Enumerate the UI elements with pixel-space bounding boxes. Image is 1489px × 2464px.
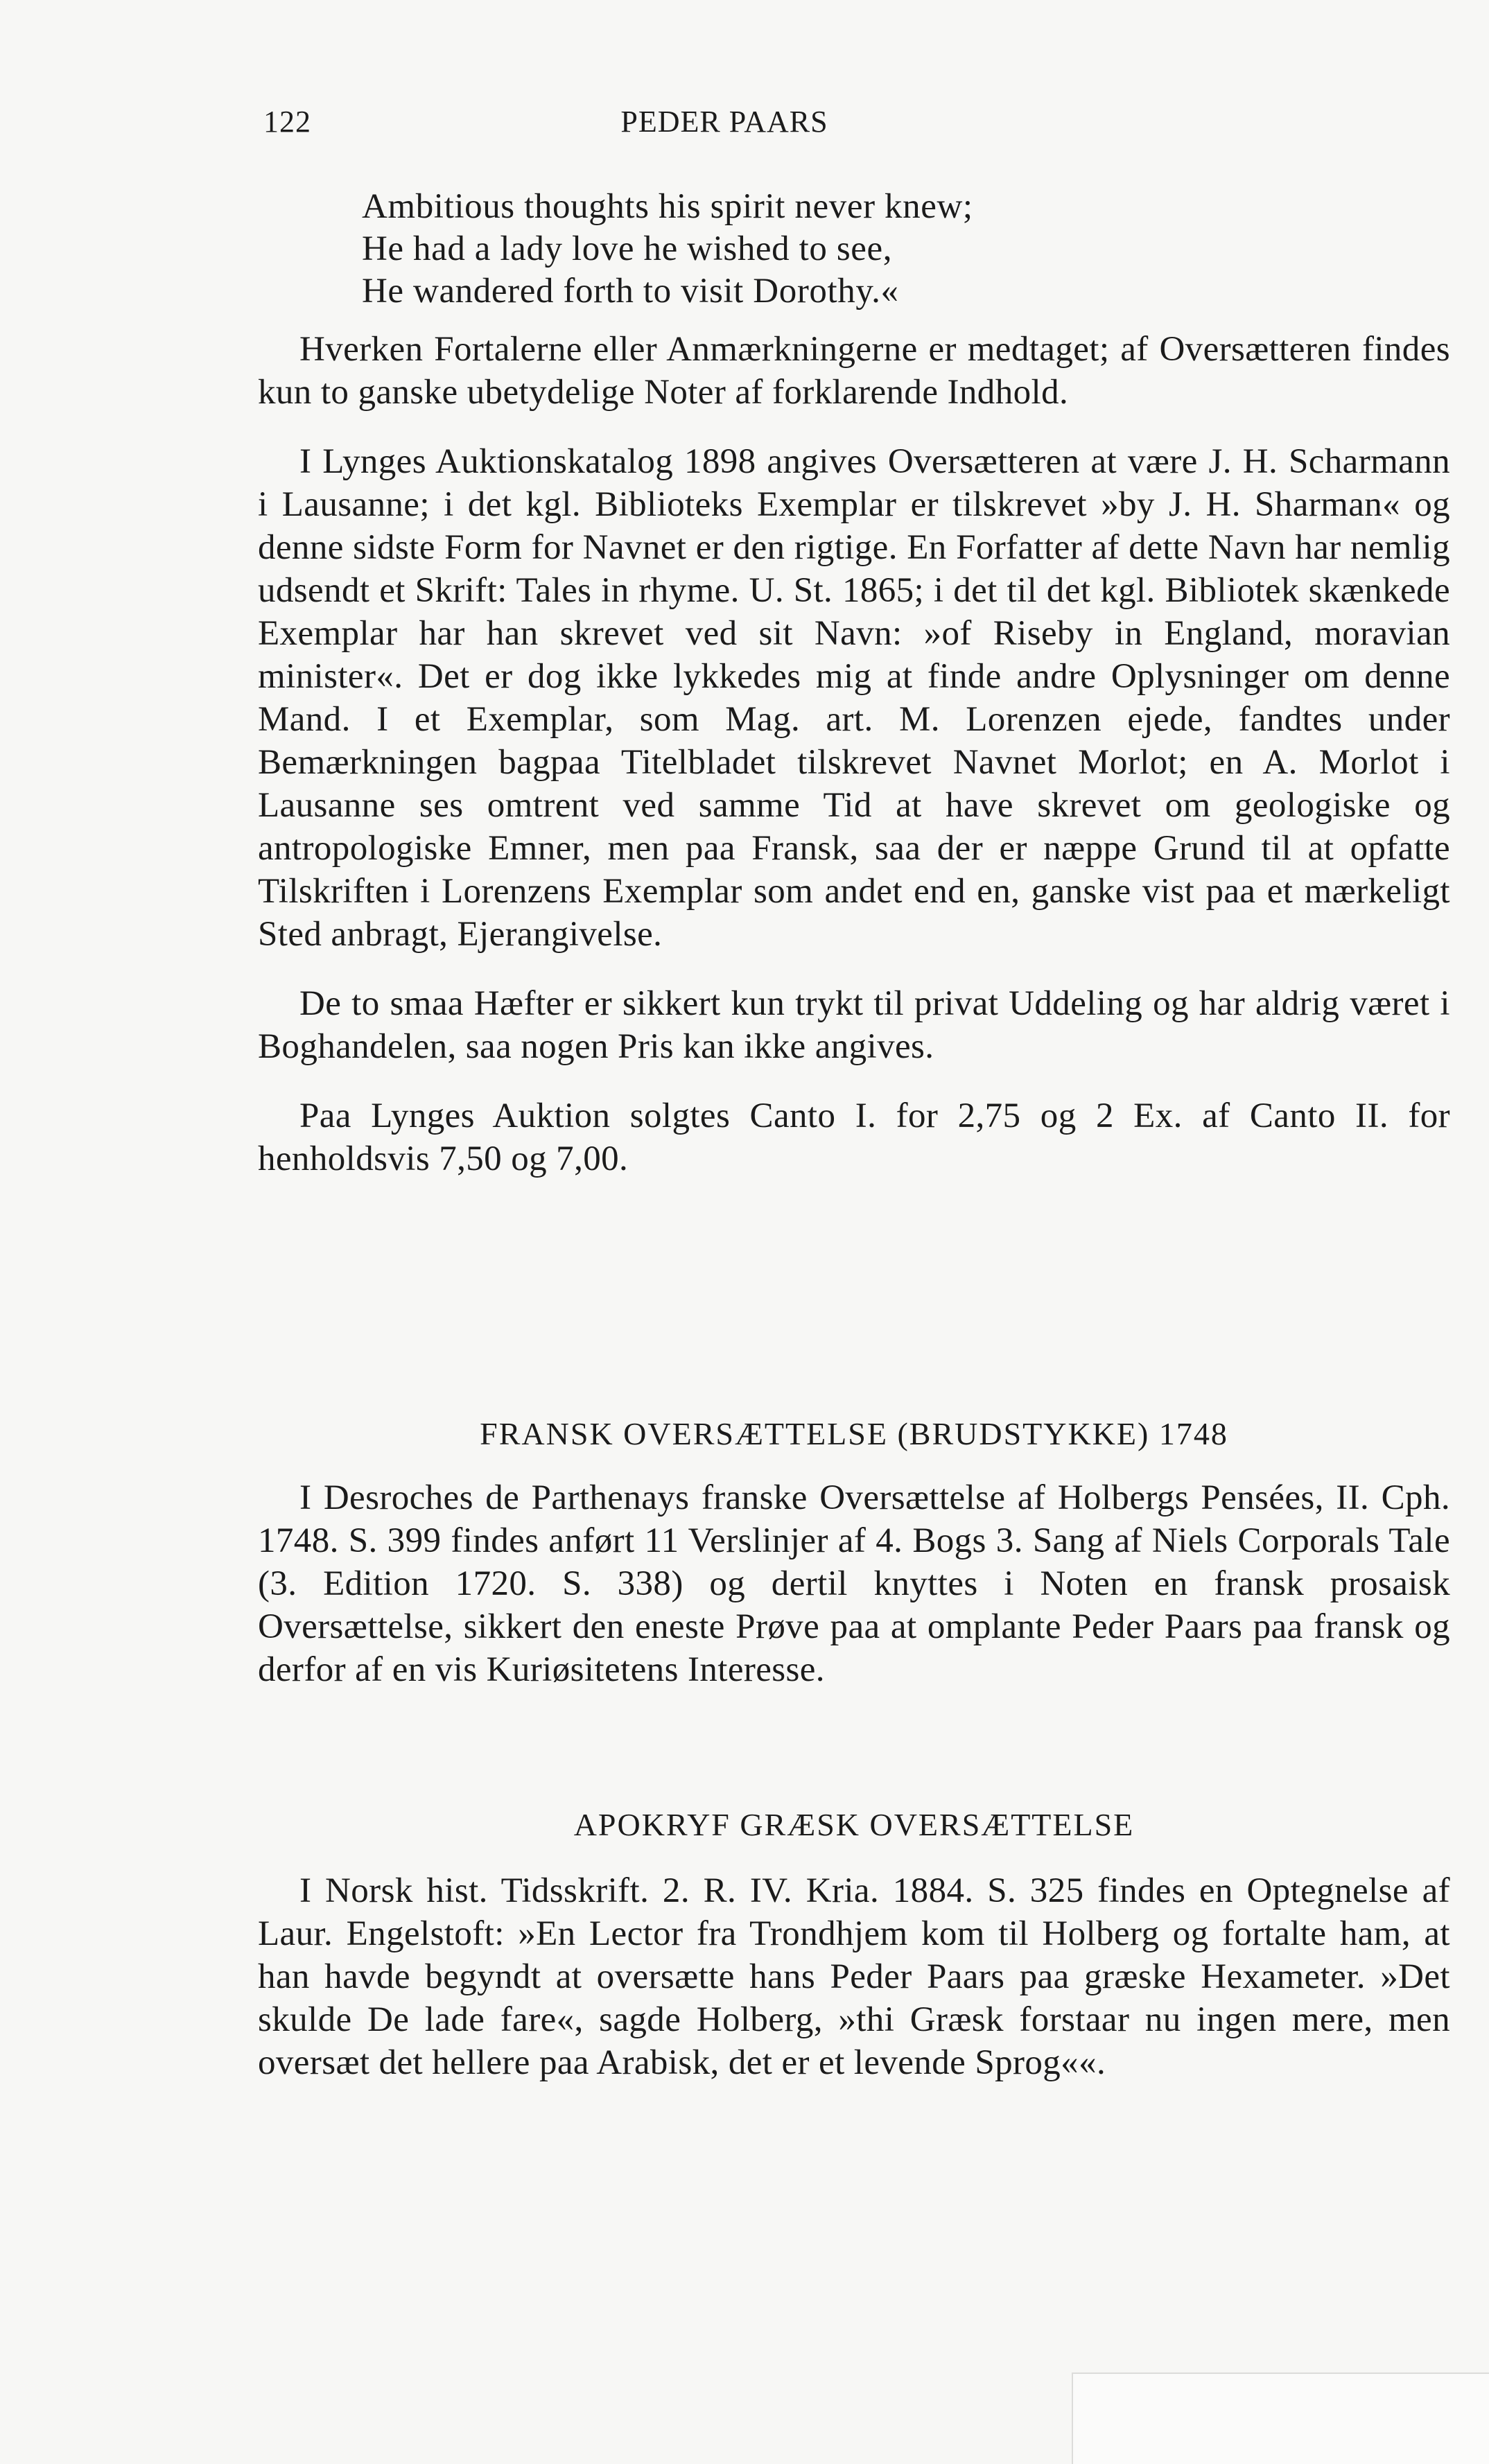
paragraph: De to smaa Hæfter er sikkert kun trykt til privat Uddeling og har aldrig været i Boghandelen, saa nogen Pris kan ikke angives.	[258, 984, 1450, 1066]
paragraph: I Norsk hist. Tidsskrift. 2. R. IV. Kria. 1884. S. 325 findes en Optegnelse af Laur. Engelstoft: »En Lector fra Trondhjem kom til Holberg og fortalte ham, at han havde begyndt at oversætte hans Peder Paars paa græske Hexameter. »Det skulde De lade fare«, sagde Holberg, »thi Græsk forstaar nu ingen mere, men oversæt det hellere paa Arabisk, det er et levende Sprog««.	[258, 1871, 1450, 2082]
verse-line: Ambitious thoughts his spirit never knew;	[362, 187, 973, 226]
paragraph: Paa Lynges Auktion solgtes Canto I. for 2,75 og 2 Ex. af Canto II. for henholdsvis 7,50 og 7,00.	[258, 1096, 1450, 1178]
verse-quote	[362, 186, 973, 313]
section-heading: FRANSK OVERSÆTTELSE (BRUDSTYKKE) 1748	[480, 1416, 1228, 1451]
paragraph: I Lynges Auktionskatalog 1898 angives Oversætteren at være J. H. Scharmann i Lausanne; i det kgl. Biblioteks Exemplar er tilskrevet »by J. H. Sharman« og denne sidste Form for Navnet er den rigtige. En Forfatter af dette Navn har nemlig udsendt et Skrift: Tales in rhyme. U. St. 1865; i det til det kgl. Bibliotek skænkede Exemplar har han skrevet ved sit Navn: »of Riseby in England, moravian minister«. Det er dog ikke lykkedes mig at finde andre Oplysninger om denne Mand. I et Exemplar, som Mag. art. M. Lorenzen ejede, fandtes under Bemærkningen bagpaa Titelbladet tilskrevet Navnet Morlot; en A. Morlot i Lausanne ses omtrent ved samme Tid at have skrevet om geologiske og antropologiske Emner, men paa Fransk, saa der er næppe Grund til at opfatte Tilskriften i Lorenzens Exemplar som andet end en, ganske vist paa et mærkeligt Sted anbragt, Ejerangivelse.	[258, 442, 1450, 954]
section-french-translation	[258, 1476, 1450, 1691]
page-corner	[1072, 2373, 1489, 2464]
verse-line: He had a lady love he wished to see,	[362, 229, 893, 268]
section-greek-translation	[258, 1869, 1450, 2084]
section-translator-notes	[258, 328, 1450, 1180]
section-heading: APOKRYF GRÆSK OVERSÆTTELSE	[573, 1807, 1135, 1842]
running-head	[263, 104, 1449, 152]
verse-line: He wandered forth to visit Dorothy.«	[362, 272, 899, 311]
running-title: PEDER PAARS	[620, 105, 828, 139]
paragraph: I Desroches de Parthenays franske Oversættelse af Holbergs Pensées, II. Cph. 1748. S. 399 findes anført 11 Verslinjer af 4. Bogs 3. Sang af Niels Corporals Tale (3. Edition 1720. S. 338) og dertil knyttes i Noten en fransk prosaisk Oversættelse, sikkert den eneste Prøve paa at omplante Peder Paars paa fransk og derfor af en vis Kuriøsitetens Interesse.	[258, 1478, 1450, 1689]
paragraph: Hverken Fortalerne eller Anmærkningerne er medtaget; af Oversætteren findes kun to ganske ubetydelige Noter af forklarende Indhold.	[258, 330, 1450, 412]
page-number: 122	[263, 105, 311, 139]
